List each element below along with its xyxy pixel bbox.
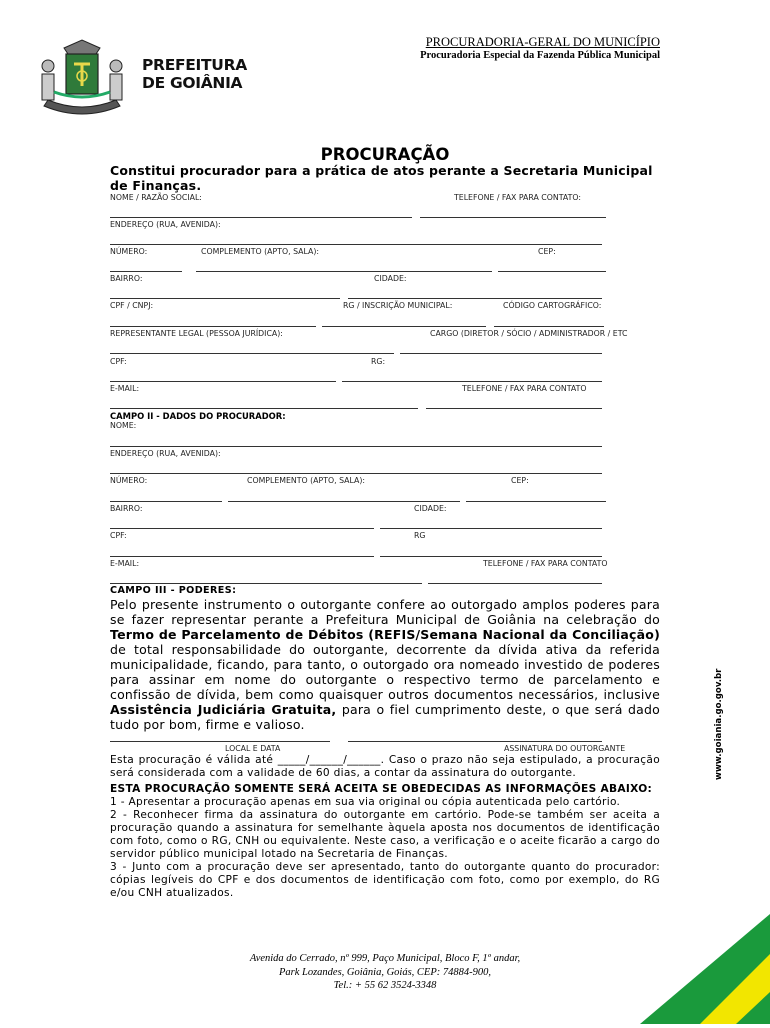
label-bairro-procurador: BAIRRO:: [110, 504, 143, 513]
label-telefone-2: TELEFONE / FAX PARA CONTATO: [462, 384, 587, 393]
label-representante: REPRESENTANTE LEGAL (PESSOA JURÍDICA):: [110, 329, 283, 338]
field-assinatura[interactable]: [348, 741, 602, 742]
powers-text-c: de total responsabilidade do outorgante, decorrente da dívida ativa da referida municipalidade, ficando, para tanto, o outorgado ora nomeado investido de poderes para assinar em nome do outorgante o respectivo termo de parcelamento e confissão de dívida, bem como quaisquer outros documentos necessários, inclusive: [110, 642, 660, 702]
field-endereco-procurador[interactable]: [110, 473, 602, 474]
footer-line-3: Tel.: + 55 62 3524-3348: [333, 980, 437, 991]
label-codigo-cartografico: CÓDIGO CARTOGRÁFICO:: [503, 301, 602, 310]
brand-line-1: PREFEITURA: [142, 56, 247, 74]
field-complemento-procurador[interactable]: [228, 501, 460, 502]
label-nome-procurador: NOME:: [110, 421, 137, 430]
field-rg-inscricao[interactable]: [322, 326, 486, 327]
label-local-data: LOCAL E DATA: [225, 744, 281, 753]
org-title: PROCURADORIA-GERAL DO MUNICÍPIO: [425, 35, 660, 49]
field-cidade-procurador[interactable]: [380, 528, 602, 529]
label-telefone: TELEFONE / FAX PARA CONTATO:: [454, 193, 581, 202]
footer-line-2: Park Lozandes, Goiânia, Goiás, CEP: 74884-900,: [278, 966, 492, 978]
brand-line-2: DE GOIÂNIA: [142, 74, 243, 92]
field-cpf-cnpj[interactable]: [110, 326, 316, 327]
field-codigo-cartografico[interactable]: [494, 326, 604, 327]
field-telefone[interactable]: [420, 217, 606, 218]
field-cargo[interactable]: [400, 353, 602, 354]
section-campo-3-title: CAMPO III - PODERES:: [110, 585, 237, 596]
label-endereco: ENDEREÇO (RUA, AVENIDA):: [110, 220, 221, 229]
label-cargo: CARGO (DIRETOR / SÓCIO / ADMINISTRADOR / ETC: [430, 329, 628, 338]
field-complemento[interactable]: [196, 271, 492, 272]
field-nome-procurador[interactable]: [110, 446, 602, 447]
powers-text-b: Termo de Parcelamento de Débitos (REFIS/Semana Nacional da Conciliação): [110, 627, 660, 642]
field-rg-procurador[interactable]: [380, 556, 602, 557]
label-telefone-procurador: TELEFONE / FAX PARA CONTATO: [483, 559, 608, 568]
field-numero-procurador[interactable]: [110, 501, 222, 502]
label-cidade-procurador: CIDADE:: [414, 504, 447, 513]
field-endereco[interactable]: [110, 244, 602, 245]
label-cpf: CPF:: [110, 357, 127, 366]
label-cidade: CIDADE:: [374, 274, 407, 283]
field-cep[interactable]: [498, 271, 606, 272]
document-subtitle: Constitui procurador para a prática de atos perante a Secretaria Municipal de Finanças.: [110, 163, 653, 193]
field-bairro[interactable]: [110, 298, 340, 299]
label-email: E-MAIL:: [110, 384, 140, 393]
field-cpf[interactable]: [110, 381, 336, 382]
footer-line-1: Avenida do Cerrado, nº 999, Paço Municipal, Bloco F, 1º andar,: [249, 953, 521, 964]
label-endereco-procurador: ENDEREÇO (RUA, AVENIDA):: [110, 449, 221, 458]
section-campo-2-title: CAMPO II - DADOS DO PROCURADOR:: [110, 411, 286, 421]
field-local-data[interactable]: [110, 741, 330, 742]
label-razao-social: NOME / RAZÃO SOCIAL:: [110, 193, 202, 202]
warning-text: ESTA PROCURAÇÃO SOMENTE SERÁ ACEITA SE OBEDECIDAS AS INFORMAÇÕES ABAIXO:: [110, 783, 653, 795]
website-url: www.goiania.go.gov.br: [714, 668, 724, 780]
powers-paragraph: [110, 597, 660, 732]
field-razao-social[interactable]: [110, 217, 412, 218]
label-cep-procurador: CEP:: [511, 476, 529, 485]
label-complemento: COMPLEMENTO (APTO, SALA):: [201, 247, 320, 256]
coat-of-arms-logo: [34, 36, 130, 120]
field-bairro-procurador[interactable]: [110, 528, 374, 529]
instruction-item-2: 2 - Reconhecer firma da assinatura do outorgante em cartório. Pode-se também ser aceita a procuração quando a assinatura for semelhante àquela aposta nos documentos de identificação com foto, como o RG, CNH ou equivalente. Neste caso, a verificação e o aceite ficarão a cargo do servidor público municipal lotado na Secretaria de Finanças.: [110, 809, 660, 860]
field-email-procurador[interactable]: [110, 583, 422, 584]
label-assinatura: ASSINATURA DO OUTORGANTE: [504, 744, 626, 753]
field-rg[interactable]: [342, 381, 602, 382]
document-title: PROCURAÇÃO: [320, 145, 450, 164]
label-cpf-procurador: CPF:: [110, 531, 127, 540]
field-cidade[interactable]: [348, 298, 602, 299]
label-email-procurador: E-MAIL:: [110, 559, 140, 568]
corner-flag-decoration: [640, 914, 770, 1024]
label-rg-inscricao: RG / INSCRIÇÃO MUNICIPAL:: [343, 301, 453, 310]
powers-text-e: para o fiel cumprimento deste, o que será dado tudo por bom, firme e valioso.: [110, 702, 661, 732]
validity-text: Esta procuração é válida até _____/______/______. Caso o prazo não seja estipulado, a procuração será considerada com a validade de 60 dias, a contar da assinatura do outorgante.: [110, 754, 660, 779]
field-representante[interactable]: [110, 353, 394, 354]
instructions-block: [110, 754, 660, 900]
label-numero-procurador: NÚMERO:: [110, 476, 148, 485]
powers-text-a: Pelo presente instrumento o outorgante confere ao outorgado amplos poderes para se fazer representar perante a Prefeitura Municipal de Goiânia na celebração do: [110, 597, 660, 627]
field-numero[interactable]: [110, 271, 182, 272]
label-cpf-cnpj: CPF / CNPJ:: [110, 301, 154, 310]
field-cep-procurador[interactable]: [466, 501, 606, 502]
instruction-item-3: 3 - Junto com a procuração deve ser apresentado, tanto do outorgante quanto do procurador: cópias legíveis do CPF e dos documentos de identificação com foto, como por exemplo, do RG e/ou CNH atualizados.: [110, 861, 660, 899]
field-cpf-procurador[interactable]: [110, 556, 374, 557]
powers-text-d: Assistência Judiciária Gratuita,: [110, 702, 337, 717]
field-telefone-procurador[interactable]: [428, 583, 602, 584]
label-bairro: BAIRRO:: [110, 274, 143, 283]
label-numero: NÚMERO:: [110, 247, 148, 256]
instruction-item-1: 1 - Apresentar a procuração apenas em sua via original ou cópia autenticada pelo cartório.: [110, 796, 621, 808]
field-telefone-2[interactable]: [426, 408, 602, 409]
label-complemento-procurador: COMPLEMENTO (APTO, SALA):: [247, 476, 366, 485]
field-email[interactable]: [110, 408, 418, 409]
brand-name: [142, 56, 247, 92]
label-rg-procurador: RG: [414, 531, 426, 540]
org-subtitle: Procuradoria Especial da Fazenda Pública Municipal: [420, 50, 660, 61]
label-cep: CEP:: [538, 247, 556, 256]
label-rg: RG:: [371, 357, 386, 366]
